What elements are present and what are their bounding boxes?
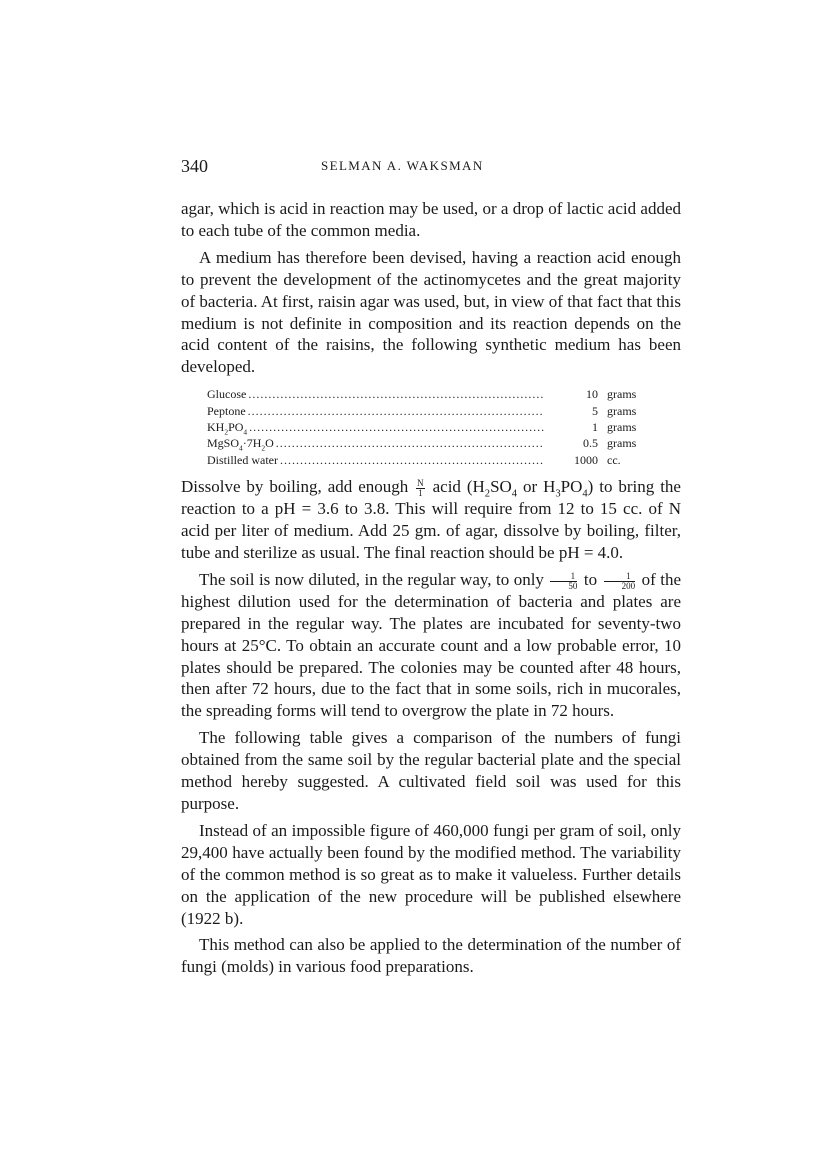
fraction-1-200: $\frac{1}{200}$ [604, 572, 636, 591]
recipe-ingredient: Distilled water [207, 452, 278, 467]
recipe-amount: 1 [592, 420, 598, 435]
page-header [181, 156, 681, 180]
recipe-row-mgso4 [207, 435, 657, 451]
paragraph-3: Dissolve by boiling, add enough $\frac{N}{1}$ acid ($H_2SO_4$ or $H_3PO_4$) to bring the reaction to a pH = 3.6 to 3.8. This will require from 12 to 15 cc. of N acid per liter of medium. Add 25 gm. of agar, dissolve by boiling, filter, tube and sterilize as usual. The final reaction should be pH = 4.0. [181, 477, 681, 562]
recipe-row-peptone [207, 403, 657, 419]
paragraph-4: The soil is now diluted, in the regular way, to only $\frac{1}{50}$ to $\frac{1}{200}$ of the highest dilution used for the determination of bacteria and plates are prepared in the regular way. The plates are incubated for seventy-two hours at 25°C. To obtain an accurate count and a low probable error, 10 plates should be prepared. The colonies may be counted after 48 hours, then after 72 hours, due to the fact that in some soils, rich in mucorales, the spreading forms will tend to overgrow the plate in 72 hours. [181, 569, 681, 721]
page-number: 340 [181, 156, 208, 176]
recipe-row-kh2po4 [207, 419, 657, 435]
paragraph-2: A medium has therefore been devised, having a reaction acid enough to prevent the development of the actinomycetes and the great majority of bacteria. At first, raisin agar was used, but, in view of that fact that this medium is not definite in composition and its reaction depends on the acid content of the raisins, the following synthetic medium has been developed. [181, 247, 681, 377]
recipe-unit: cc. [607, 452, 621, 467]
recipe-row-water [207, 452, 657, 468]
recipe-unit: grams [607, 420, 637, 435]
leader-dots [248, 403, 544, 419]
body-text [181, 198, 681, 978]
paragraph-7: This method can also be applied to the determination of the number of fungi (molds) in various food preparations. [181, 935, 681, 977]
leader-dots [280, 452, 544, 468]
leader-dots [249, 419, 544, 435]
fraction-1-50: $\frac{1}{50}$ [550, 572, 577, 591]
recipe-ingredient: $KH_2PO_4$ [207, 420, 248, 437]
paragraph-6: Instead of an impossible figure of 460,000 fungi per gram of soil, only 29,400 have actually been found by the modified method. The variability of the common method is so great as to make it valueless. Further details on the application of the new procedure will be published elsewhere (1922 b). [181, 820, 681, 928]
recipe-amount: 1000 [574, 452, 598, 467]
recipe-unit: grams [607, 403, 637, 418]
leader-dots [248, 386, 544, 402]
medium-recipe [207, 386, 657, 468]
recipe-unit: grams [607, 387, 637, 402]
paragraph-5: The following table gives a comparison of the numbers of fungi obtained from the same soil by the regular bacterial plate and the special method hereby suggested. A cultivated field soil was used for this purpose. [181, 728, 681, 813]
recipe-amount: 0.5 [583, 436, 598, 451]
recipe-ingredient: Peptone [207, 403, 246, 418]
paragraph-1: agar, which is acid in reaction may be used, or a drop of lactic acid added to each tube of the common media. [181, 199, 681, 240]
fraction-normal: $\frac{N}{1}$ [417, 477, 424, 498]
recipe-amount: 10 [586, 387, 598, 402]
leader-dots [276, 435, 544, 451]
page [181, 156, 681, 983]
recipe-ingredient: Glucose [207, 387, 247, 402]
recipe-unit: grams [607, 436, 637, 451]
recipe-ingredient: $MgSO_4\cdot 7H_2O$ [207, 436, 274, 453]
running-title: SELMAN A. WAKSMAN [321, 158, 484, 173]
recipe-row-glucose [207, 386, 657, 402]
recipe-amount: 5 [592, 403, 598, 418]
